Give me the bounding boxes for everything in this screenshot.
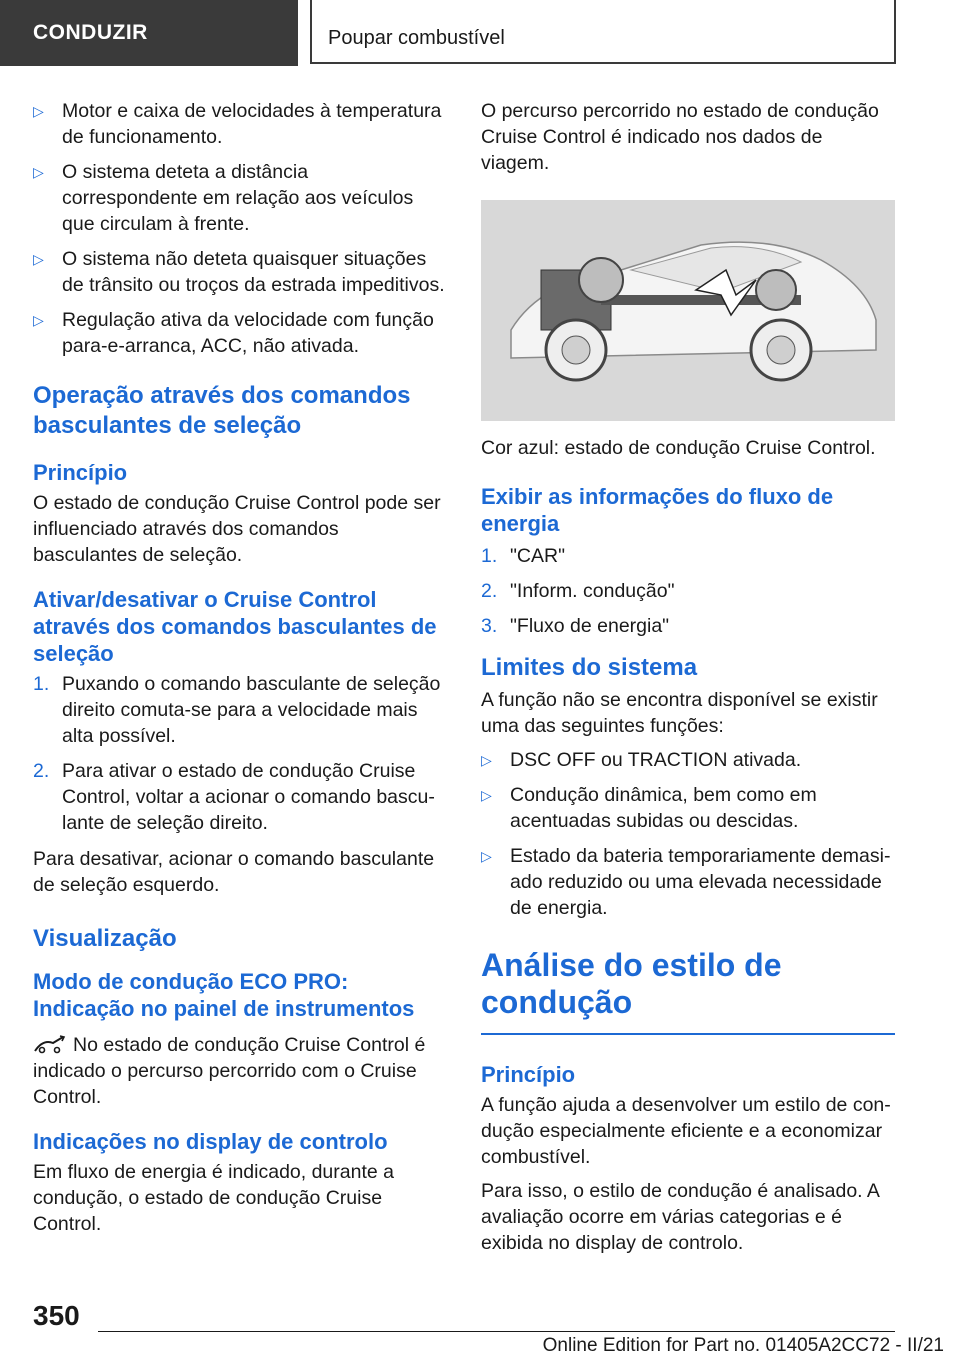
list-item: ▷ Condução dinâmica, bem como em acentuadas subidas ou descidas. [481,782,895,834]
list-item: ▷ O sistema não deteta quaisquer situações de trânsito ou troços da estrada impeditivos. [33,246,447,298]
list-item: ▷ Motor e caixa de velocidades à temperatura de funcionamento. [33,98,447,150]
limits-list [481,747,895,921]
list-item: ▷ Regulação ativa da velocidade com função para-e-arranca, ACC, não ativada. [33,307,447,359]
heading-principle-2: Princípio [481,1062,576,1087]
eco-paragraph [33,1032,447,1110]
control-text: Em fluxo de energia é indicado, durante a condução, o estado de condução Cruise Control. [33,1161,394,1235]
step-number: 3. [481,615,498,637]
heading-limits: Limites do sistema [481,654,698,681]
car-illustration [481,200,895,421]
step-number: 2. [33,760,50,782]
principle-text: O estado de condução Cruise Control pode ser influenciado através dos comandos basculantes de seleção. [33,492,441,566]
figure-caption: Cor azul: estado de condução Cruise Control. [481,437,876,459]
list-item [33,758,447,836]
list-item [481,613,895,639]
car-cutaway-figure [481,200,895,421]
section-tab: CONDUZIR [0,0,298,66]
chapter-title: Poupar combustível [310,0,896,64]
limits-text: A função não se encontra disponível se existir uma das seguintes funções: [481,689,878,737]
list-item [33,671,447,749]
deactivate-text: Para desativar, acionar o comando basculante de seleção esquerdo. [33,848,435,896]
step-text: "Inform. condução" [510,580,675,602]
step-number: 1. [33,673,50,695]
step-text: Puxando o comando basculante de seleção direito comuta-se para a velocidade mais alta possível. [62,673,441,747]
energy-steps [481,543,895,639]
list-item [481,578,895,604]
step-text: Para ativar o estado de condução Cruise Control, voltar a acionar o comando basculante de seleção direito. [62,760,435,834]
list-item [481,543,895,569]
heading-energy-flow: Exibir as informações do fluxo de energia [481,484,834,536]
heading-eco: Modo de condução ECO PRO: Indicação no painel de instrumentos [33,969,415,1021]
heading-display: Visualização [33,925,177,952]
intro-text: O percurso percorrido no estado de condução Cruise Control é indicado nos dados de viagem. [481,100,879,174]
page-number: 350 [33,1300,80,1331]
step-number: 1. [481,545,498,567]
step-text: "Fluxo de energia" [510,615,670,637]
page-header [0,0,960,66]
step-number: 2. [481,580,498,602]
list-item: ▷ O sistema deteta a distância correspondente em relação aos veículos que circulam à frente. [33,159,447,237]
list-item: ▷ Estado da bateria temporariamente demasiado reduzido ou uma elevada necessidade de energia. [481,843,895,921]
edition-note: Online Edition for Part no. 01405A2CC72 - II/21 [542,1335,944,1356]
eco-text: No estado de condução Cruise Control é indicado o percurso percorrido com o Cruise Control. [33,1034,426,1108]
step-text: "CAR" [510,545,566,567]
activate-steps [33,671,447,836]
footer-divider [98,1331,895,1332]
principle2-text-1: A função ajuda a desenvolver um estilo de condução especialmente eficiente e a economizar combustível. [481,1094,891,1168]
principle2-text-2: Para isso, o estilo de condução é analisado. A avaliação ocorre em várias categorias e é exibida no display de controlo. [481,1180,879,1254]
heading-activate: Ativar/desativar o Cruise Control através dos comandos basculantes de seleção [33,587,437,666]
eco-road-icon [33,1034,67,1054]
right-column [481,98,895,1264]
heading-principle: Princípio [33,460,128,485]
heading-control-display: Indicações no display de controlo [33,1129,388,1154]
heading-driving-style: Análise do estilo de condução [481,947,895,1035]
heading-operation: Operação através dos comandos basculantes de seleção [33,382,411,439]
list-item: ▷ DSC OFF ou TRACTION ativada. [481,747,895,773]
conditions-list [33,98,447,359]
left-column [33,98,447,1245]
